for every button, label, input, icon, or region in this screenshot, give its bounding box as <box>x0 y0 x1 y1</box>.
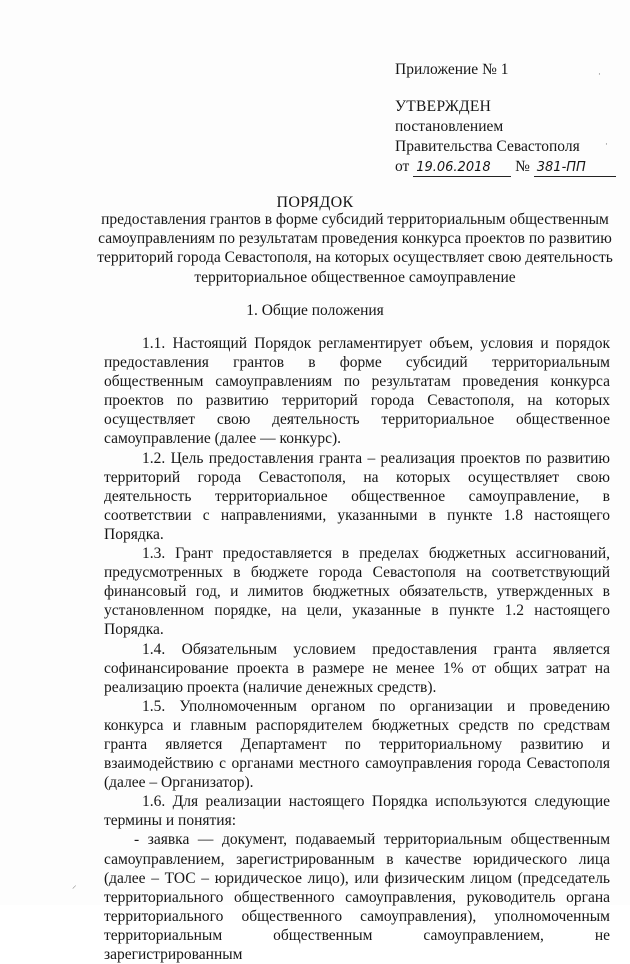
document-body <box>104 334 610 964</box>
approved-by-line-2: Правительства Севастополя <box>395 138 580 155</box>
definition-item-application: - заявка — документ, подаваемый территориальным общественным самоуправлением, зарегистрированным в качестве юридического лица (далее – ТОС – юридическое лицо), или физическим лицом (председатель территориального общественного самоуправления, руководитель органа территориального общественного самоуправления), уполномоченным территориальным общественным самоуправлением, не зарегистрированным <box>104 831 610 963</box>
number-prefix: № <box>515 158 530 175</box>
date-prefix: от <box>395 158 410 175</box>
paragraph-1-3: 1.3. Грант предоставляется в пределах бюджетных ассигнований, предусмотренных в бюджете города Севастополя на соответствующий финансовый год, и лимитов бюджетных обязательств, утвержденных в установленном порядке, на цели, указанные в пункте 1.2 настоящего Порядка. <box>104 545 610 639</box>
approval-block <box>395 97 616 177</box>
date-number-line <box>395 157 616 177</box>
paragraph-1-4: 1.4. Обязательным условием предоставления гранта является софинансирование проекта в размере не менее 1% от общих затрат на реализацию проекта (наличие денежных средств). <box>104 640 610 696</box>
scan-speck: · <box>598 70 601 80</box>
section-title: 1. Общие положения <box>246 302 384 319</box>
handwritten-date: 19.06.2018 <box>413 159 511 177</box>
paragraph-1-6: 1.6. Для реализации настоящего Порядка используются следующие термины и понятия: <box>104 793 610 830</box>
approved-title: УТВЕРЖДЕН <box>395 98 492 115</box>
paragraph-1-1: 1.1. Настоящий Порядок регламентирует объем, условия и порядок предоставления грантов в форме субсидий территориальным общественным самоуправлениям по результатам проведения конкурса проектов по развитию территорий города Севастополя, на которых осуществляет свою деятельность территориальное общественное самоуправление (далее — конкурс). <box>104 335 610 448</box>
paragraph-1-2: 1.2. Цель предоставления гранта – реализация проектов по развитию территорий города Севастополя, на которых осуществляет свою деятельность территориальное общественное самоуправление, в соответствии с направлениями, указанными в пункте 1.8 настоящего Порядка. <box>104 449 610 543</box>
document-title: ПОРЯДОК <box>276 194 354 211</box>
paragraph-1-5: 1.5. Уполномоченным органом по организации и проведению конкурса и главным распорядителем бюджетных средств по средствам гранта является Департамент по территориальному развитию и взаимодействию с органами местного самоуправления города Севастополя (далее – Организатор). <box>104 697 610 792</box>
appendix-label: Приложение № 1 <box>395 61 509 78</box>
handwritten-number: 381-ПП <box>534 159 616 177</box>
document-subtitle: предоставления грантов в форме субсидий территориальным общественным самоуправлениям по результатам проведения конкурса проектов по развитию территорий города Севастополя, на которых осуществляет свою деятельность территориальное общественное самоуправление <box>97 211 613 286</box>
scan-speck: ⸝ <box>72 881 77 891</box>
scan-speck: · <box>605 140 608 150</box>
approved-by-line-1: постановлением <box>395 118 504 135</box>
